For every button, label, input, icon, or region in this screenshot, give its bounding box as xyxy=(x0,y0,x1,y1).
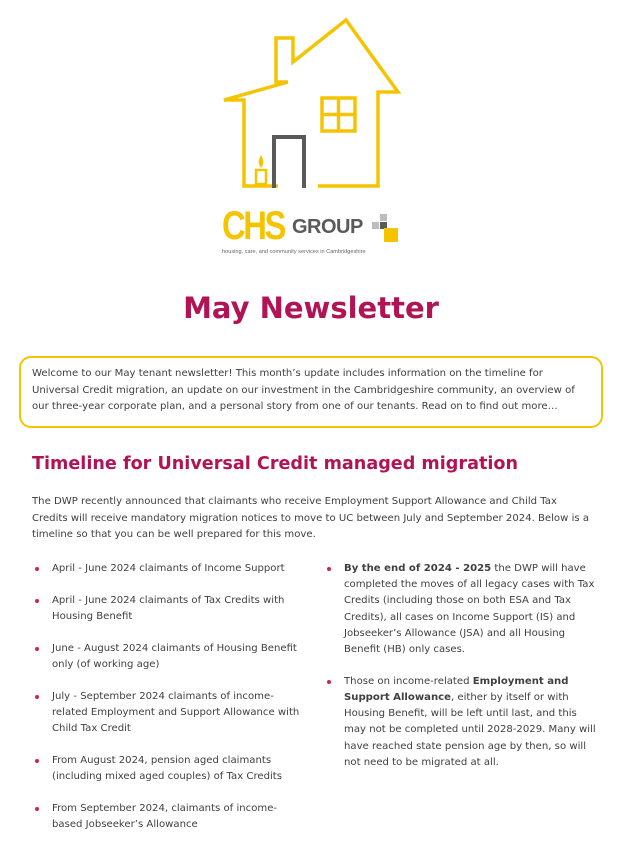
brand-tagline: housing, care, and community services in Cambridgeshire xyxy=(222,249,366,255)
list-item: From September 2024, claimants of income-based Jobseeker’s Allowance xyxy=(32,801,302,833)
list-item: June - August 2024 claimants of Housing Benefit only (of working age) xyxy=(32,641,302,673)
chs-group-logo xyxy=(0,0,622,260)
section-intro: The DWP recently announced that claimants who receive Employment Support Allowance and Child Tax Credits will receive mandatory migration notices to move to UC between July and September 2024. Below is a timeline so that you can be well prepared for this move. xyxy=(32,496,590,540)
list-item: April - June 2024 claimants of Income Support xyxy=(32,561,302,577)
page-title: May Newsletter xyxy=(183,291,439,325)
timeline-list-right xyxy=(324,561,600,786)
house-icon xyxy=(218,10,404,190)
intro-box: Welcome to our May tenant newsletter! This month’s update includes information on the timeline for Universal Credit migration, an update on our investment in the Cambridgeshire community, an overview of our three-year corporate plan, and a personal story from one of our tenants. Read on to find out more… xyxy=(19,356,603,428)
list-item: From August 2024, pension aged claimants (including mixed aged couples) of Tax Credits xyxy=(32,753,302,785)
list-item xyxy=(324,674,600,771)
list-item-text: the DWP will have completed the moves of all legacy cases with Tax Credits (including those on both ESA and Tax Credits), all cases on Income Support (IS) and Jobseeker’s Allowance (JSA) and all Housing Benefit (HB) only cases. xyxy=(344,563,595,656)
section-title: Timeline for Universal Credit managed migration xyxy=(32,454,518,474)
list-item: July - September 2024 claimants of income-related Employment and Support Allowance with Child Tax Credit xyxy=(32,689,302,738)
list-item-text-pre: Those on income-related xyxy=(344,675,473,687)
timeline-list-left xyxy=(32,561,302,848)
list-item-bold: By the end of 2024 - 2025 xyxy=(344,563,492,574)
brand-group: GROUP xyxy=(292,216,363,238)
brand-chs: CHS xyxy=(222,204,284,248)
list-item-text: , either by itself or with Housing Benefit, will be left until last, and this may not be completed until 2028-2029. Many will have reached state pension age by then, so will not need to be migrated at all. xyxy=(344,691,596,768)
list-item xyxy=(324,561,600,658)
brand-squares-icon xyxy=(372,214,402,244)
list-item: April - June 2024 claimants of Tax Credits with Housing Benefit xyxy=(32,593,302,625)
list-item-bold: Employment and Support Allowance xyxy=(344,675,569,703)
